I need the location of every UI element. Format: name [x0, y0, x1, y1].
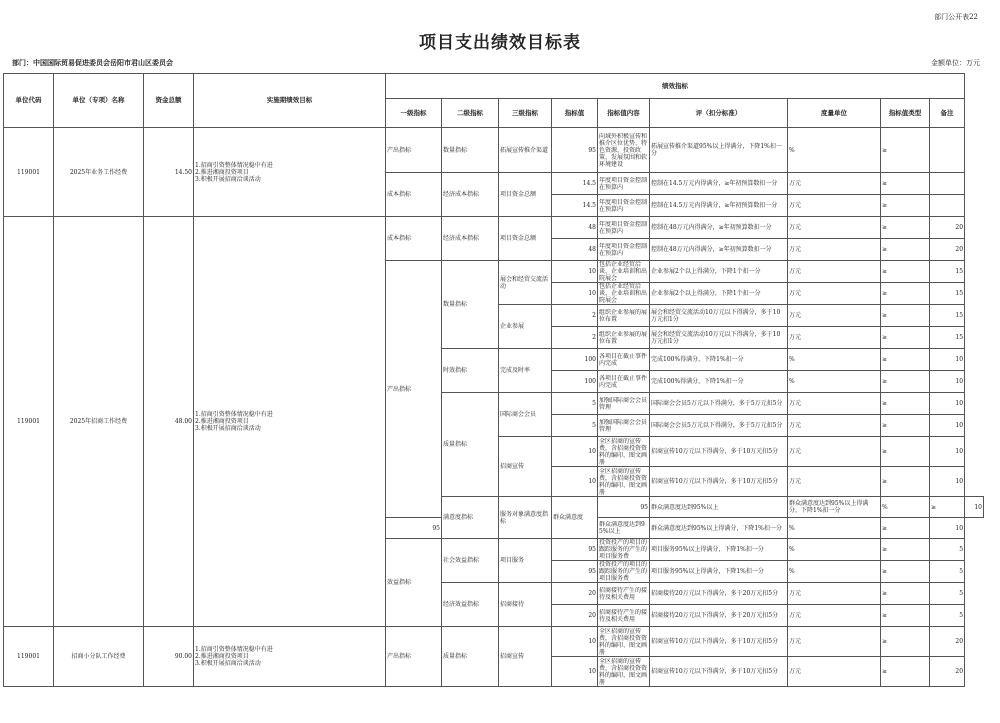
- table-number-label: 部门公开表22: [934, 13, 978, 21]
- value-cell: 10: [552, 261, 598, 283]
- l1-cell: 产出指标: [386, 261, 442, 518]
- measure-cell: 万元: [788, 393, 881, 415]
- note-cell: 20: [930, 627, 965, 657]
- note-cell: 5: [930, 539, 965, 561]
- value-cell: 14.5: [552, 195, 598, 217]
- l2-cell: 数量指标: [442, 261, 499, 349]
- l2-cell: 经济成本指标: [442, 217, 499, 261]
- note-cell: 10: [930, 415, 965, 437]
- header-l1: 一级指标: [386, 99, 442, 128]
- performance-table: [3, 73, 984, 687]
- content-text: 包括企业经贸洽谈、企业培训和出院展会: [599, 283, 648, 304]
- vtype-cell: ≥: [881, 327, 930, 349]
- value-cell: 10: [552, 467, 598, 497]
- l1-cell: 成本指标: [386, 173, 442, 217]
- vtype-cell: ≥: [881, 128, 930, 173]
- header-unit-code: 单位代码: [4, 74, 54, 128]
- value-cell: 10: [552, 657, 598, 687]
- l1-cell: 成本指标: [386, 217, 442, 261]
- note-cell: 5: [930, 605, 965, 627]
- content-text: 全区招商的宣传费，含招商投资资料的编印、图文画册: [599, 467, 648, 496]
- content-cell: [598, 539, 650, 561]
- score-cell: 控制在48万元内得满分，≥年初预算数扣一分: [650, 239, 788, 261]
- l2-cell: 经济效益指标: [442, 583, 499, 627]
- amount-cell: 48.00: [144, 217, 194, 627]
- content-cell: [598, 327, 650, 349]
- value-cell: 95: [552, 128, 598, 173]
- content-text: 各项目在截止事件内完成: [599, 374, 648, 389]
- value-cell: 48: [552, 217, 598, 239]
- measure-cell: 万元: [788, 467, 881, 497]
- score-cell: 拓展宣传推介渠道95%以上得满分，下降1%扣一分: [650, 128, 788, 173]
- l3-cell: 国际商会会员: [499, 393, 552, 437]
- note-cell: 10: [930, 371, 965, 393]
- content-cell: [598, 195, 650, 217]
- measure-cell: %: [788, 539, 881, 561]
- header-measure: 度量单位: [788, 99, 881, 128]
- measure-cell: 万元: [788, 305, 881, 327]
- content-cell: [598, 657, 650, 687]
- score-cell: 招商宣传10万元以下得满分，多于10万元扣5分: [650, 657, 788, 687]
- score-cell: 群众满意度达到95%以上得满分，下降1%扣一分: [650, 518, 788, 539]
- vtype-cell: ≥: [881, 657, 930, 687]
- note-cell: 10: [965, 497, 984, 518]
- vtype-cell: ≥: [881, 173, 930, 195]
- content-text: 年度项目资金控制在预算内: [599, 242, 648, 257]
- project-name-cell: 2025年业务工作经费: [54, 128, 144, 217]
- value-cell: 2: [552, 305, 598, 327]
- measure-cell: 万元: [788, 239, 881, 261]
- note-cell: [930, 128, 965, 173]
- goal-cell: 1.招商引资整体情况稳中有进 2.推进湘商投资项目 3.积极开展招商洽谈活动: [194, 217, 386, 627]
- note-cell: 20: [930, 657, 965, 687]
- vtype-cell: ≥: [881, 371, 930, 393]
- content-cell: [598, 518, 650, 539]
- score-cell: 项目服务95%以上得满分，下降1%扣一分: [650, 561, 788, 583]
- l3-cell: 项目资金总额: [499, 173, 552, 217]
- content-text: 年度项目资金控制在预算内: [599, 198, 648, 213]
- vtype-cell: ≥: [881, 393, 930, 415]
- project-name-cell: 2025年招商工作经费: [54, 217, 144, 627]
- content-text: 全区招商的宣传费，含招商投资资料的编印、图文画册: [599, 627, 648, 656]
- measure-cell: %: [788, 128, 881, 173]
- content-cell: [598, 371, 650, 393]
- vtype-cell: ≥: [881, 583, 930, 605]
- l1-cell: 满意度指标: [442, 497, 499, 539]
- value-cell: 20: [552, 583, 598, 605]
- l2-cell: 经济成本指标: [442, 173, 499, 217]
- vtype-cell: ≥: [881, 195, 930, 217]
- header-goal: 实施期绩效目标: [194, 74, 386, 128]
- goal-cell: 1.招商引资整体情况稳中有进 2.推进湘商投资项目 3.积极开展招商洽谈活动: [194, 627, 386, 687]
- vtype-cell: ≥: [881, 561, 930, 583]
- department-label: 部门：中国国际贸易促进委员会岳阳市君山区委员会: [12, 58, 173, 67]
- content-text: 加强国际商会会员管理: [599, 418, 648, 433]
- note-cell: 15: [930, 305, 965, 327]
- vtype-cell: ≥: [881, 217, 930, 239]
- header-l3: 三级指标: [499, 99, 552, 128]
- vtype-cell: ≥: [881, 349, 930, 371]
- l3-cell: 招商接待: [499, 583, 552, 627]
- l2-cell: 社会效益指标: [442, 539, 499, 583]
- l3-cell: 招商宣传: [499, 437, 552, 497]
- vtype-cell: ≥: [881, 283, 930, 305]
- content-cell: [598, 173, 650, 195]
- header-content: 指标值内容: [598, 99, 650, 128]
- vtype-cell: ≥: [881, 518, 930, 539]
- header-note: 备注: [930, 99, 965, 128]
- value-cell: 10: [552, 627, 598, 657]
- score-cell: 展会和经贸交流活动10万元以下得满分，多于10万元扣1分: [650, 305, 788, 327]
- content-cell: [598, 128, 650, 173]
- value-cell: 14.5: [552, 173, 598, 195]
- measure-cell: 万元: [788, 627, 881, 657]
- score-cell: 招商宣传10万元以下得满分，多于10万元扣5分: [650, 437, 788, 467]
- unit-code-cell: 119001: [4, 217, 54, 627]
- value-cell: 95: [552, 539, 598, 561]
- note-cell: 5: [930, 583, 965, 605]
- vtype-cell: ≥: [881, 627, 930, 657]
- l3-cell: 拓展宣传推介渠道: [499, 128, 552, 173]
- currency-unit-label: 金额单位：万元: [931, 59, 980, 67]
- note-cell: 10: [930, 437, 965, 467]
- score-cell: 招商宣传10万元以下得满分，多于10万元扣5分: [650, 467, 788, 497]
- content-cell: [598, 437, 650, 467]
- note-cell: 15: [930, 283, 965, 305]
- content-text: 向域外积极宣传和推介区位优势、特色资源、投资政策、发展氛围和软环境建设: [599, 132, 648, 168]
- content-cell: [598, 305, 650, 327]
- measure-cell: 万元: [788, 173, 881, 195]
- content-text: 群众满意度达到95%以上: [651, 503, 719, 511]
- l1-cell: 效益指标: [386, 539, 442, 627]
- content-text: 招商接待产生的接待及相关费用: [599, 586, 648, 601]
- content-text: 组织企业参展的展位布置: [599, 330, 648, 345]
- measure-cell: %: [788, 561, 881, 583]
- note-cell: 15: [930, 261, 965, 283]
- table-row: [4, 217, 984, 239]
- score-cell: 群众满意度达到95%以上得满分，下降1%扣一分: [788, 497, 881, 518]
- score-cell: 展会和经贸交流活动10万元以下得满分，多于10万元扣1分: [650, 327, 788, 349]
- note-cell: 15: [930, 327, 965, 349]
- content-cell: [598, 583, 650, 605]
- value-cell: 95: [386, 518, 442, 539]
- l2-cell: 服务对象满意度指标: [499, 497, 552, 539]
- l3-cell: 项目服务: [499, 539, 552, 583]
- vtype-cell: ≥: [881, 239, 930, 261]
- value-cell: 5: [552, 415, 598, 437]
- content-text: 组织企业参展的展位布置: [599, 308, 648, 323]
- vtype-cell: ≥: [881, 261, 930, 283]
- measure-cell: 万元: [788, 195, 881, 217]
- score-cell: 国际商会会员5万元以下得满分，多于5万元扣5分: [650, 393, 788, 415]
- score-cell: 招商接待20万元以下得满分，多于20万元扣5分: [650, 605, 788, 627]
- amount-cell: 14.50: [144, 128, 194, 217]
- content-cell: [598, 283, 650, 305]
- value-cell: 2: [552, 327, 598, 349]
- header-perf: 绩效指标: [386, 74, 965, 99]
- score-cell: 招商接待20万元以下得满分，多于20万元扣5分: [650, 583, 788, 605]
- l3-cell: 群众满意度: [552, 497, 598, 539]
- unit-code-cell: 119001: [4, 128, 54, 217]
- measure-cell: 万元: [788, 437, 881, 467]
- value-cell: 48: [552, 239, 598, 261]
- amount-cell: 90.00: [144, 627, 194, 687]
- measure-cell: %: [788, 349, 881, 371]
- measure-cell: 万元: [788, 583, 881, 605]
- score-cell: 控制在14.5万元内得满分，≥年初预算数扣一分: [650, 173, 788, 195]
- score-cell: 控制在14.5万元内得满分，≥年初预算数扣一分: [650, 195, 788, 217]
- l2-cell: 数量指标: [442, 128, 499, 173]
- content-text: 年度项目资金控制在预算内: [599, 220, 648, 235]
- header-vtype: 指标值类型: [881, 99, 930, 128]
- value-cell: 95: [552, 561, 598, 583]
- content-text: 招商接待产生的接待及相关费用: [599, 608, 648, 623]
- vtype-cell: ≥: [881, 539, 930, 561]
- measure-cell: 万元: [788, 327, 881, 349]
- measure-cell: 万元: [788, 605, 881, 627]
- value-cell: 100: [552, 349, 598, 371]
- score-cell: 企业参展2个以上得满分，下降1个扣一分: [650, 283, 788, 305]
- value-cell: 10: [552, 283, 598, 305]
- content-text: 加强国际商会会员管理: [599, 396, 648, 411]
- note-cell: 10: [930, 393, 965, 415]
- note-cell: 10: [930, 518, 965, 539]
- score-cell: 完成100%得满分，下降1%扣一分: [650, 349, 788, 371]
- score-cell: 招商宣传10万元以下得满分，多于10万元扣5分: [650, 627, 788, 657]
- note-cell: 5: [930, 561, 965, 583]
- score-cell: 完成100%得满分，下降1%扣一分: [650, 371, 788, 393]
- content-cell: [598, 605, 650, 627]
- l3-cell: 完成及时率: [499, 349, 552, 393]
- measure-cell: %: [788, 518, 881, 539]
- measure-cell: 万元: [788, 261, 881, 283]
- l3-cell: 招商宣传: [499, 627, 552, 687]
- content-cell: [598, 217, 650, 239]
- header-score: 评（扣分标准）: [650, 99, 788, 128]
- value-cell: 10: [552, 437, 598, 467]
- note-cell: 20: [930, 239, 965, 261]
- header-l2: 二级指标: [442, 99, 499, 128]
- content-cell: [598, 561, 650, 583]
- value-cell: 100: [552, 371, 598, 393]
- header-total-amount: 资金总额: [144, 74, 194, 128]
- content-text: 全区招商的宣传费，含招商投资资料的编印、图文画册: [599, 657, 648, 686]
- content-cell: [598, 467, 650, 497]
- content-cell: [598, 261, 650, 283]
- content-text: 投资投产的项目的跟踪服务的产生的项目服务费: [599, 561, 648, 582]
- content-text: 各项目在截止事件内完成: [599, 352, 648, 367]
- score-cell: 控制在48万元内得满分，≥年初预算数扣一分: [650, 217, 788, 239]
- measure-cell: 万元: [788, 217, 881, 239]
- note-cell: 10: [930, 467, 965, 497]
- vtype-cell: ≥: [881, 437, 930, 467]
- content-cell: [598, 415, 650, 437]
- table-row: [4, 128, 984, 173]
- value-cell: 95: [598, 497, 650, 518]
- measure-cell: %: [881, 497, 930, 518]
- vtype-cell: ≥: [881, 605, 930, 627]
- l3-cell: 企业参展: [499, 305, 552, 349]
- content-text: 群众满意度达到95%以上: [599, 521, 645, 535]
- content-cell: [650, 497, 788, 518]
- measure-cell: %: [788, 371, 881, 393]
- content-cell: [598, 239, 650, 261]
- note-cell: 10: [930, 349, 965, 371]
- vtype-cell: ≥: [881, 415, 930, 437]
- unit-code-cell: 119001: [4, 627, 54, 687]
- project-name-cell: 招商小分队工作经费: [54, 627, 144, 687]
- score-cell: 项目服务95%以上得满分，下降1%扣一分: [650, 539, 788, 561]
- note-cell: 20: [930, 217, 965, 239]
- goal-cell: 1.招商引资整体情况稳中有进 2.推进湘商投资项目 3.积极开展招商洽谈活动: [194, 128, 386, 217]
- l1-cell: 产出指标: [386, 128, 442, 173]
- measure-cell: 万元: [788, 283, 881, 305]
- measure-cell: 万元: [788, 415, 881, 437]
- value-cell: 20: [552, 605, 598, 627]
- l2-cell: 质量指标: [442, 393, 499, 497]
- content-text: 投资投产的项目的跟踪服务的产生的项目服务费: [599, 539, 648, 560]
- measure-cell: 万元: [788, 657, 881, 687]
- score-cell: 国际商会会员5万元以下得满分，多于5万元扣5分: [650, 415, 788, 437]
- note-cell: [930, 173, 965, 195]
- value-cell: 5: [552, 393, 598, 415]
- vtype-cell: ≥: [881, 305, 930, 327]
- l2-cell: 质量指标: [442, 627, 499, 687]
- l2-cell: 时效指标: [442, 349, 499, 393]
- vtype-cell: ≥: [881, 467, 930, 497]
- content-text: 全区招商的宣传费，含招商投资资料的编印、图文画册: [599, 437, 648, 466]
- l3-cell: 展会和经贸交流活动: [499, 261, 552, 305]
- content-text: 年度项目资金控制在预算内: [599, 176, 648, 191]
- content-cell: [598, 349, 650, 371]
- page-title: 项目支出绩效目标表: [419, 33, 581, 53]
- table-row: [4, 627, 984, 657]
- content-text: 包括企业经贸洽谈、企业培训和出院展会: [599, 261, 648, 282]
- note-cell: [930, 195, 965, 217]
- l3-cell: 项目资金总额: [499, 217, 552, 261]
- l1-cell: 产出指标: [386, 627, 442, 687]
- score-cell: 企业参展2个以上得满分，下降1个扣一分: [650, 261, 788, 283]
- header-project-name: 单位（专项）名称: [54, 74, 144, 128]
- header-value: 指标值: [552, 99, 598, 128]
- content-cell: [598, 627, 650, 657]
- content-cell: [598, 393, 650, 415]
- vtype-cell: ≥: [930, 497, 965, 518]
